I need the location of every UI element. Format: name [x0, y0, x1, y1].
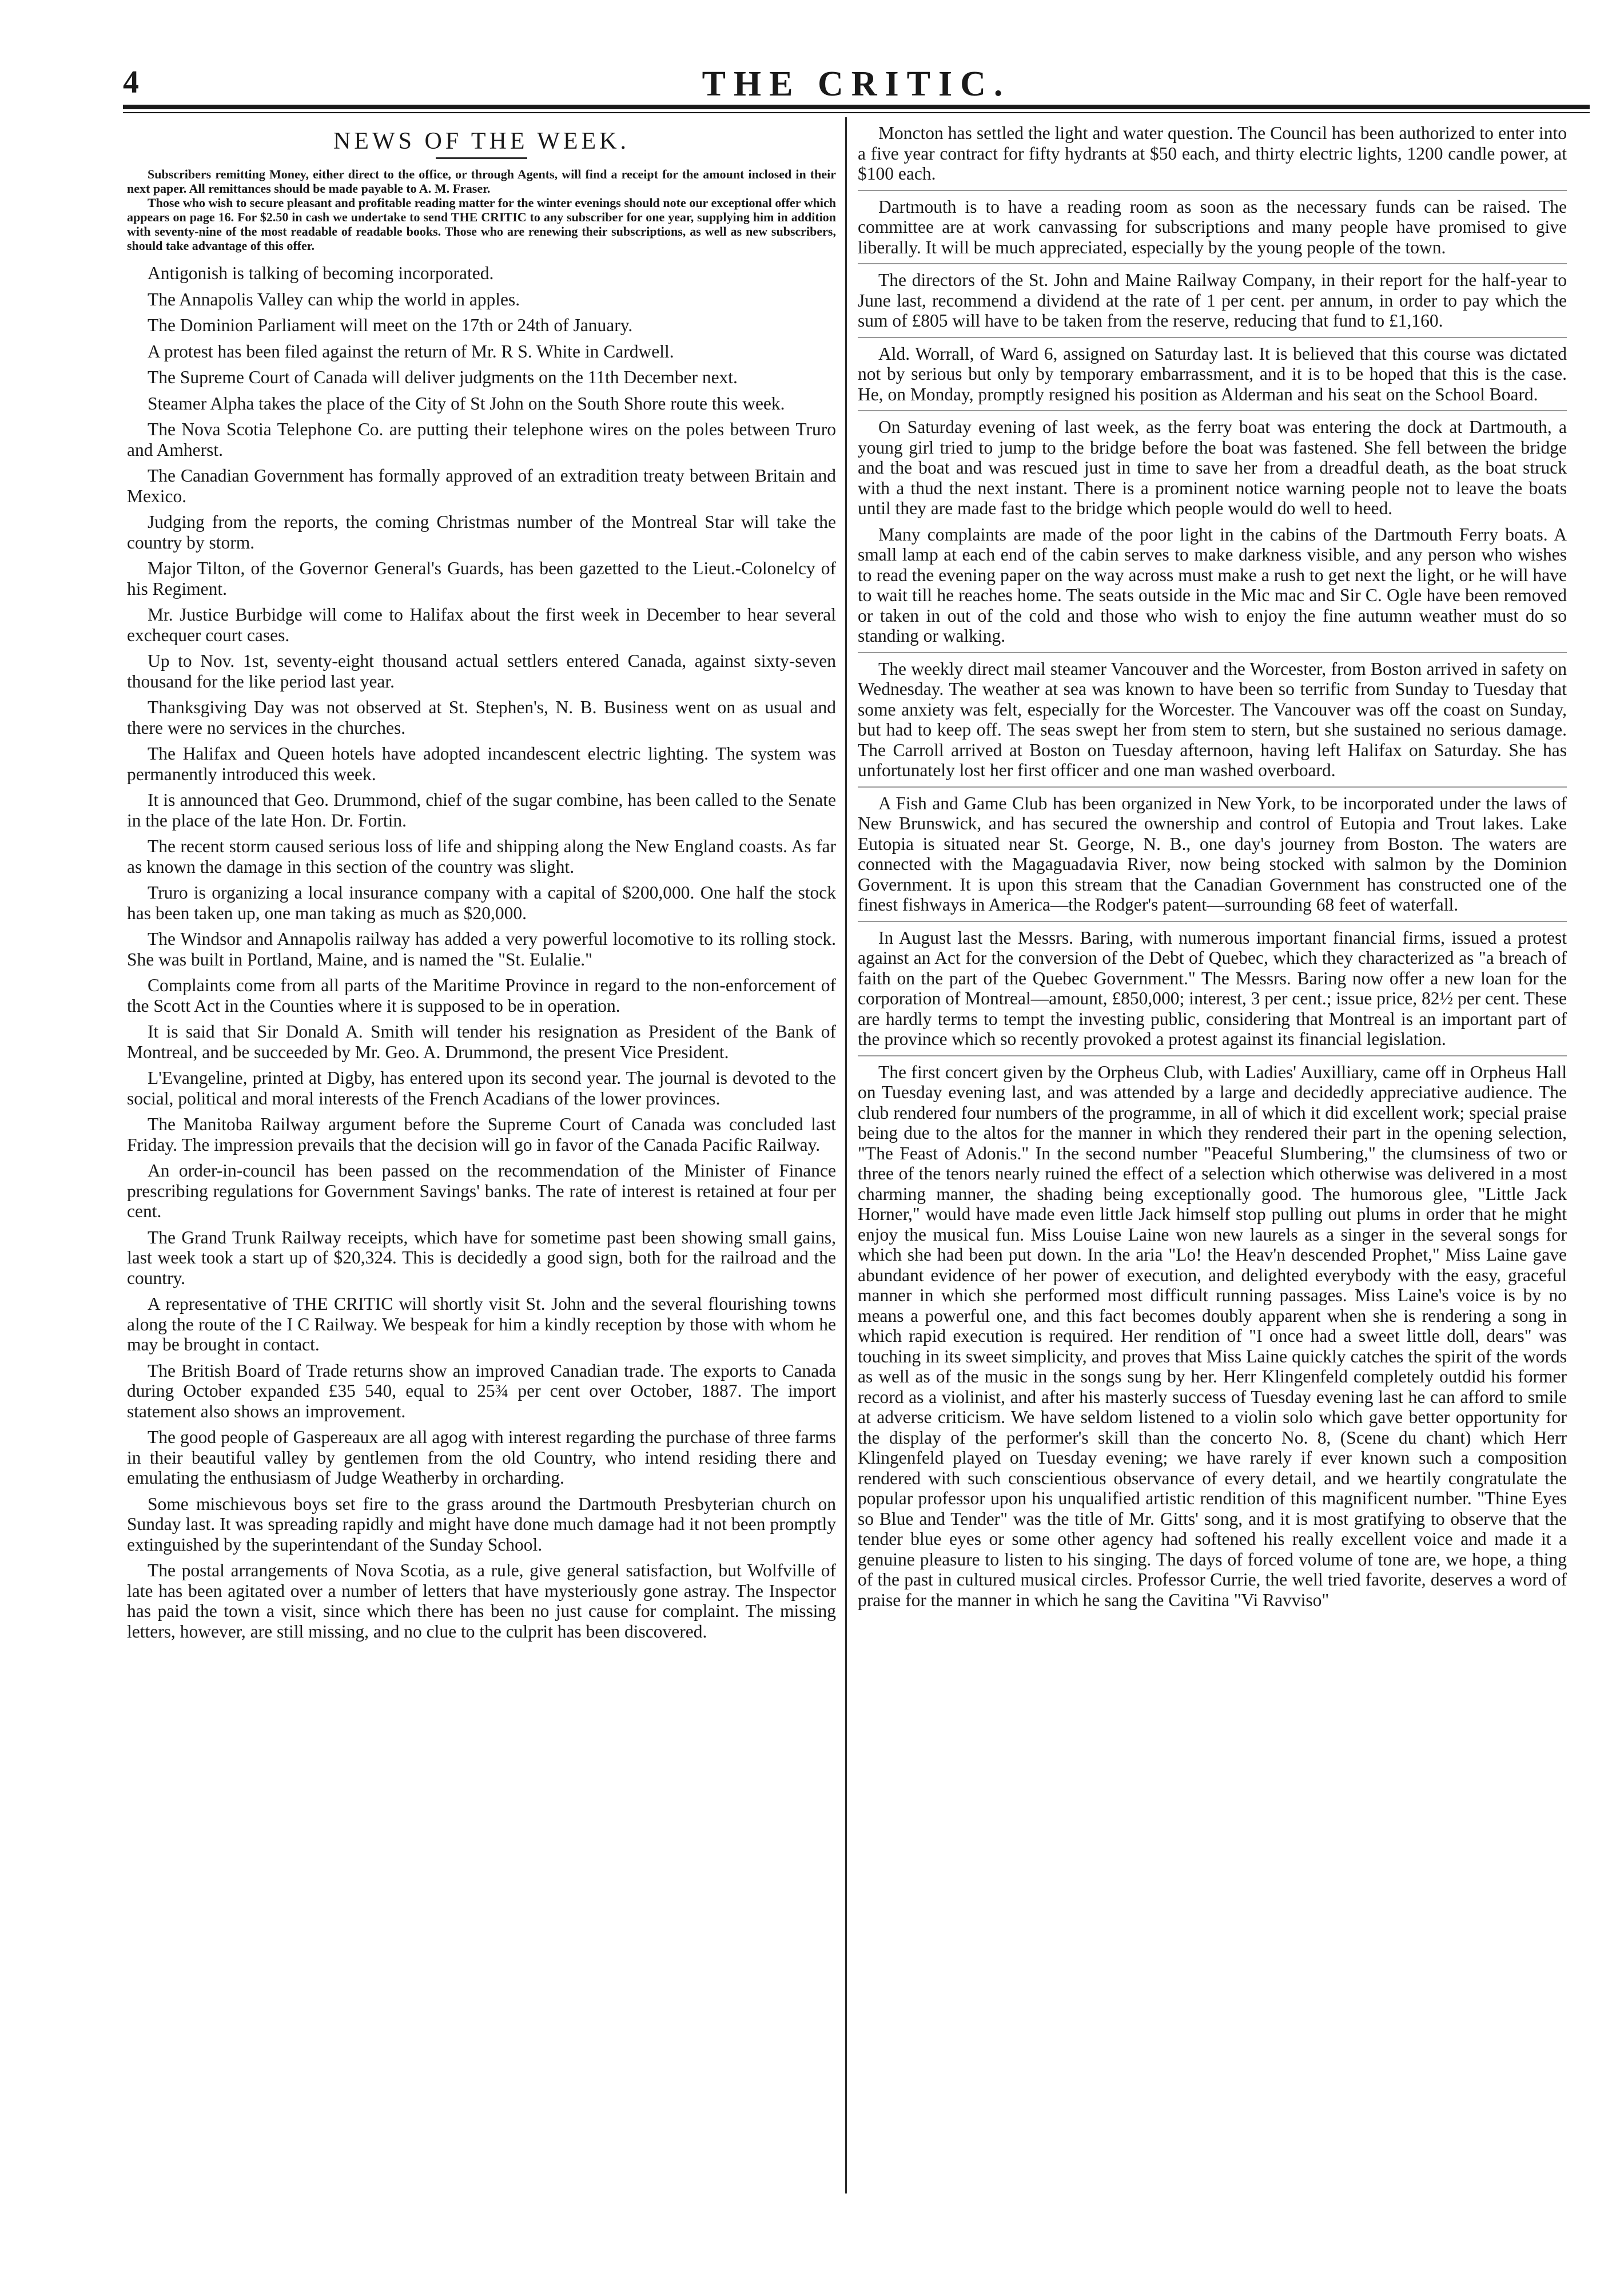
news-item: A Fish and Game Club has been organized in New York, to be incorporated under the laws of New Brunswick, and has secured the ownership and control of Eutopia and Trout lakes. Lake Eutopia is situated near St. George, N. B., one day's journey from Boston. The waters are connected with the Magaguadavia River, now being stocked with salmon by the Dominion Government. It is upon this stream that the Canadian Government has constructed one of the finest fishways in America—the Rodger's patent—surrounding 68 feet of waterfall. [858, 793, 1567, 915]
item-separator [858, 190, 1567, 191]
news-item: The Nova Scotia Telephone Co. are putting their telephone wires on the poles between Truro and Amherst. [127, 419, 836, 460]
news-item: The British Board of Trade returns show an improved Canadian trade. The exports to Canada during October expanded £35 540, equal to 25¾ per cent over October, 1887. The import statement also shows an improvement. [127, 1360, 836, 1421]
news-item: The Annapolis Valley can whip the world in apples. [148, 289, 520, 309]
news-item: The Grand Trunk Railway receipts, which have for sometime past been showing small gains, last week took a start up of $20,324. This is decidedly a good sign, both for the railroad and the country. [127, 1227, 836, 1288]
news-item: The Supreme Court of Canada will deliver judgments on the 11th December next. [148, 367, 738, 387]
subscriber-notice [127, 167, 836, 253]
news-item: Some mischievous boys set fire to the grass around the Dartmouth Presbyterian church on Sunday last. It was spreading rapidly and might have done much damage had it not been promptly extinguished by the superintendant of the Sunday School. [127, 1493, 836, 1555]
item-separator [858, 921, 1567, 922]
news-item: The Windsor and Annapolis railway has added a very powerful locomotive to its rolling stock. She was built in Portland, Maine, and is named the "St. Eulalie." [127, 929, 836, 969]
news-item: Steamer Alpha takes the place of the City of St John on the South Shore route this week. [148, 393, 785, 414]
news-item: It is said that Sir Donald A. Smith will tender his resignation as President of the Bank of Montreal, and be succeeded by Mr. Geo. A. Drummond, the present Vice President. [127, 1022, 836, 1062]
item-separator [858, 337, 1567, 338]
news-item: Thanksgiving Day was not observed at St. Stephen's, N. B. Business went on as usual and there were no services in the churches. [127, 697, 836, 738]
news-item: An order-in-council has been passed on the recommendation of the Minister of Finance prescribing regulations for Government Savings' banks. The rate of interest is retained at four per cent. [127, 1161, 836, 1221]
news-item: Up to Nov. 1st, seventy-eight thousand actual settlers entered Canada, against sixty-seven thousand for the like period last year. [127, 651, 836, 692]
news-item: Moncton has settled the light and water question. The Council has been authorized to enter into a five year contract for fifty hydrants at $50 each, and thirty electric lights, 1200 candle power, at $100 each. [858, 123, 1567, 184]
section-title: NEWS OF THE WEEK. [333, 128, 630, 154]
news-item: The directors of the St. John and Maine Railway Company, in their report for the half-year to June last, recommend a dividend at the rate of 1 per cent. per annum, in order to pay which the sum of £805 will have to be taken from the reserve, reducing that fund to £1,160. [858, 270, 1567, 331]
news-item: L'Evangeline, printed at Digby, has entered upon its second year. The journal is devoted to the social, political and moral interests of the French Acadians of the lower provinces. [127, 1068, 836, 1108]
right-news-items [858, 123, 1567, 1610]
news-item: The weekly direct mail steamer Vancouver and the Worcester, from Boston arrived in safety on Wednesday. The weather at sea was known to have been so terrific from Sunday to Tuesday that some anxiety was felt, especially for the Worcester. The Vancouver was off the coast on Sunday, but had to keep off. The seas swept her from stem to stern, but she sustained no serious damage. The Carroll arrived at Boston on Tuesday afternoon, having left Halifax on Saturday. She has unfortunately lost her first officer and one man washed overboard. [858, 658, 1567, 780]
news-item: The recent storm caused serious loss of life and shipping along the New England coasts. As far as known the damage in this section of the country was slight. [127, 836, 836, 877]
news-item: Judging from the reports, the coming Christmas number of the Montreal Star will take the country by storm. [127, 512, 836, 553]
news-item: Many complaints are made of the poor light in the cabins of the Dartmouth Ferry boats. A small lamp at each end of the cabin serves to make darkness visible, and any person who wishes to read the evening paper on the way across must make a rush to get next the light, or he will have to wait till he reaches home. The seats outside in the Mic mac and Sir C. Ogle have been removed or taken in out of the cold and those who wish to enjoy the fine autumn weather must do so standing or walking. [858, 524, 1567, 646]
left-news-items [127, 263, 836, 1642]
news-item: Major Tilton, of the Governor General's Guards, has been gazetted to the Lieut.-Colonelcy of his Regiment. [127, 558, 836, 599]
column-divider [845, 117, 847, 2193]
news-item: The Halifax and Queen hotels have adopted incandescent electric lighting. The system was permanently introduced this week. [127, 744, 836, 784]
news-item: The good people of Gaspereaux are all agog with interest regarding the purchase of three farms in their beautiful valley by gentlemen from the old Country, who intend residing there and emulating the enthusiasm of Judge Weatherby in orcharding. [127, 1427, 836, 1488]
news-item: A representative of THE CRITIC will shortly visit St. John and the several flourishing towns along the route of the I C Railway. We bespeak for him a kindly reception by those with whom he may be brought in contact. [127, 1294, 836, 1354]
news-item: Dartmouth is to have a reading room as soon as the necessary funds can be raised. The committee are at work canvassing for subscriptions and many people have promised to give liberally. It will be much appreciated, especially by the young people of the town. [858, 196, 1567, 257]
item-separator [858, 1055, 1567, 1056]
news-item: Mr. Justice Burbidge will come to Halifax about the first week in December to hear several exchequer court cases. [127, 605, 836, 645]
item-separator [858, 410, 1567, 411]
page-header [123, 64, 1590, 104]
news-item: Antigonish is talking of becoming incorporated. [148, 263, 494, 283]
item-separator [858, 786, 1567, 788]
header-rule [123, 105, 1590, 109]
news-item: The Manitoba Railway argument before the Supreme Court of Canada was concluded last Friday. The impression prevails that the decision will go in favor of the Canada Pacific Railway. [127, 1114, 836, 1155]
notice-paragraph: Subscribers remitting Money, either direct to the office, or through Agents, will find a receipt for the amount inclosed in their next paper. All remittances should be made payable to A. M. Fraser. [127, 167, 836, 196]
news-item: In August last the Messrs. Baring, with numerous important financial firms, issued a protest against an Act for the conversion of the Debt of Quebec, which they characterized as "a breach of faith on the part of the Quebec Government." The Messrs. Baring now offer a new loan for the corporation of Montreal—amount, £850,000; interest, 3 per cent.; issue price, 82½ per cent. These are hardly terms to tempt the investing public, considering that Montreal is an important part of the province which so recently provoked a protest against its financial legislation. [858, 927, 1567, 1049]
notice-paragraph: Those who wish to secure pleasant and profitable reading matter for the winter evenings should note our exceptional offer which appears on page 16. For $2.50 in cash we undertake to send THE CRITIC to any subscriber for one year, supplying him in addition with seventy-nine of the most readable of readable books. Those who are renewing their subscriptions, as well as new subscribers, should take advantage of this offer. [127, 196, 836, 253]
masthead-title: THE CRITIC. [702, 65, 1011, 104]
news-item: Truro is organizing a local insurance company with a capital of $200,000. One half the stock has been taken up, one man taking as much as $20,000. [127, 883, 836, 923]
right-column [858, 123, 1567, 2202]
news-item: A protest has been filed against the return of Mr. R S. White in Cardwell. [148, 341, 674, 361]
page-number: 4 [123, 65, 139, 100]
news-item: The postal arrangements of Nova Scotia, as a rule, give general satisfaction, but Wolfville of late has been agitated over a number of letters that have mysteriously gone astray. The Inspector has paid the town a visit, since which there has been no just cause for complaint. The missing letters, however, are still missing, and no clue to the culprit has been discovered. [127, 1560, 836, 1642]
news-item: Ald. Worrall, of Ward 6, assigned on Saturday last. It is believed that this course was dictated not by serious but only by temporary embarrassment, and it is to be hoped that this is the case. He, on Monday, promptly resigned his position as Alderman and his seat on the School Board. [858, 343, 1567, 404]
item-separator [858, 263, 1567, 264]
news-item: It is announced that Geo. Drummond, chief of the sugar combine, has been called to the Senate in the place of the late Hon. Dr. Fortin. [127, 790, 836, 830]
news-item: On Saturday evening of last week, as the ferry boat was entering the dock at Dartmouth, a young girl tried to jump to the bridge before the boat was fastened. She fell between the bridge and the boat and was rescued just in time to save her from a dreadful death, as the boat struck with a thud the next instant. There is a prominent notice warning people not to leave the boats until they are made fast to the bridge which people would do well to heed. [858, 417, 1567, 518]
item-separator [858, 652, 1567, 653]
header-rule-thin [123, 112, 1590, 113]
news-item: Complaints come from all parts of the Maritime Province in regard to the non-enforcement of the Scott Act in the Counties where it is supposed to be in operation. [127, 975, 836, 1016]
news-item: The Dominion Parliament will meet on the 17th or 24th of January. [148, 315, 633, 335]
left-column [127, 123, 836, 2202]
news-item: The Canadian Government has formally approved of an extradition treaty between Britain and Mexico. [127, 466, 836, 506]
section-title-rule [436, 157, 527, 159]
news-item: The first concert given by the Orpheus Club, with Ladies' Auxilliary, came off in Orpheus Hall on Tuesday evening last, and was attended by a large and decidedly appreciative audience. The club rendered four numbers of the programme, in all of which it did excellent work; special praise being due to the altos for the manner in which they rendered their part in the opening selection, "The Feast of Adonis." In the second number "Peaceful Slumbering," the clumsiness of two or three of the tenors nearly ruined the effect of a selection which otherwise was delivered in a most charming manner, the shading being exceptionally good. The humorous glee, "Little Jack Horner," would have made even little Jack himself stop pulling out plums in order that he might enjoy the musical fun. Miss Louise Laine won new laurels as a singer in the several songs for which she had been put down. In the aria "Lo! the Heav'n descended Prophet," Miss Laine gave abundant evidence of her power of execution, and delighted everybody with the easy, graceful manner in which she performed most difficult running passages. Miss Laine's voice is by no means a powerful one, and this fact becomes doubly apparent when she is rendering a song in which rapid execution is required. Her rendition of "I once had a sweet little doll, dears" was touching in its sweet simplicity, and proves that Miss Laine quickly catches the spirit of the words as well as of the music in the songs sung by her. Herr Klingenfeld completely outdid his former record as a violinist, and after his masterly success of Tuesday evening last he can afford to smile at adverse criticism. We have seldom listened to a violin solo which gave better opportunity for the display of the performer's skill than the concerto No. 8, (Scene du chant) which Herr Klingenfeld played on Tuesday evening; we have rarely if ever known such a composition rendered with such conscientious observance of every detail, and we heartily congratulate the popular professor upon his unqualified artistic rendition of this magnificent number. "Thine Eyes so Blue and Tender" was the title of Mr. Gitts' song, and it is most gratifying to observe that the tender blue eyes or some other agency had softened his really excellent voice and made it a genuine pleasure to listen to his singing. The days of forced volume of tone are, we hope, a thing of the past in cultured musical circles. Professor Currie, the well tried favorite, deserves a word of praise for the manner in which he sang the Cavitina "Vi Ravviso" [858, 1062, 1567, 1610]
